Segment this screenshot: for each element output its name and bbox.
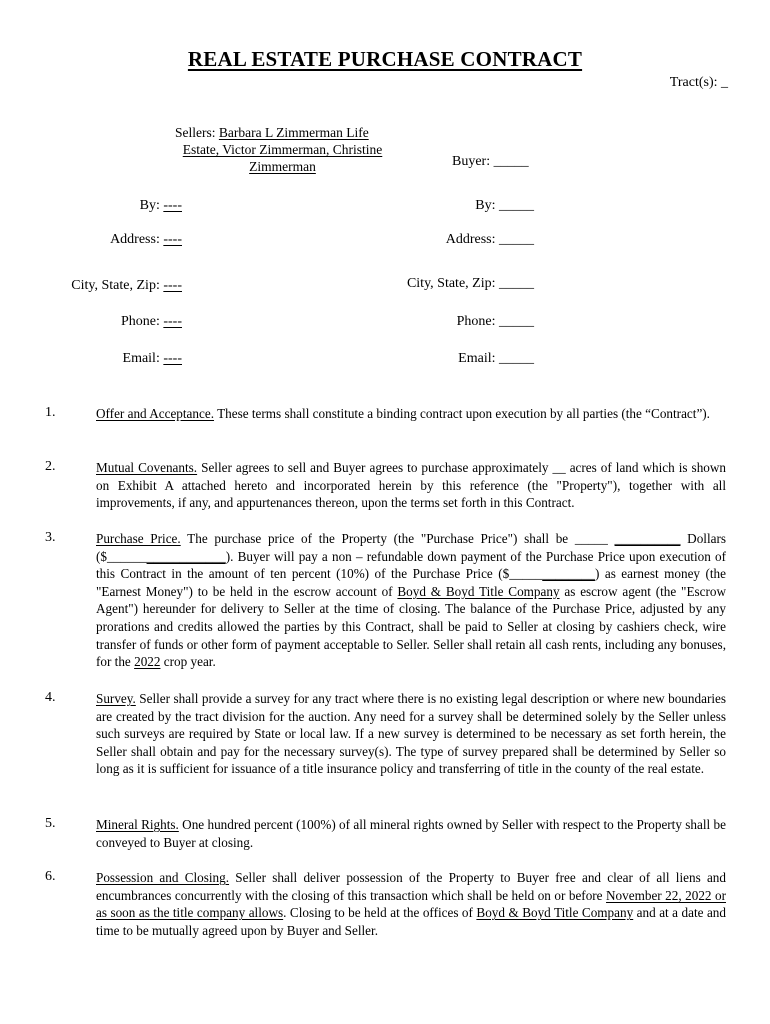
section-text: crop year.: [160, 654, 216, 670]
buyer-email-field: [458, 351, 534, 367]
section-heading: Mineral Rights.: [96, 817, 179, 832]
section-text: These terms shall constitute a binding contract upon execution by all parties (the “Contract”).: [214, 406, 710, 421]
section-text: Seller agrees to sell and Buyer agrees to purchase approximately __ acres of land which is shown on Exhibit A attached hereto and incorporated herein by this reference (the "Property"), together with all improvements, if any, and appurtenances thereon, upon the terms set forth in this Contract.: [96, 460, 726, 511]
buyer-email-value: _____: [499, 351, 534, 366]
section-heading: Purchase Price.: [96, 531, 181, 546]
crop-year: 2022: [134, 654, 161, 670]
section-body: [96, 530, 726, 671]
document-title: REAL ESTATE PURCHASE CONTRACT: [187, 47, 583, 71]
section-number: 6.: [45, 869, 56, 884]
section-number: 3.: [45, 530, 56, 545]
escrow-company: Boyd & Boyd Title Company: [397, 583, 560, 599]
section-text: Dollars ($______: [96, 531, 726, 564]
section-text: One hundred percent (100%) of all mineral rights owned by Seller with respect to the Property shall be conveyed to Buyer at closing.: [96, 817, 726, 850]
sellers-label: Sellers:: [175, 125, 216, 140]
section-heading: Survey.: [96, 691, 136, 706]
seller-by-value: ----: [163, 198, 182, 213]
sellers-names-line3: Zimmerman: [249, 159, 316, 174]
section-body: [96, 405, 726, 423]
buyer-address-label: Address:: [445, 232, 496, 247]
seller-phone-value: ----: [163, 314, 182, 329]
section-heading: Offer and Acceptance.: [96, 406, 215, 421]
seller-phone-field: [121, 314, 182, 330]
section-text: ). Buyer will pay a non – refundable down payment of the Purchase Price upon execution of this Contract in the amount of ten percent (10%) of the Purchase Price ($_____: [96, 548, 726, 582]
buyer-city-field: [407, 276, 534, 292]
buyer-phone-value: _____: [499, 314, 534, 329]
buyer-label: Buyer:: [452, 154, 491, 169]
buyer-by-value: _____: [499, 198, 534, 213]
closing-date: November 22, 2022 or as soon as the title company allows: [96, 887, 726, 921]
sellers-names-line1: Barbara L Zimmerman Life: [218, 125, 369, 140]
seller-address-value: ----: [163, 232, 182, 247]
seller-by-field: [140, 198, 182, 214]
section-text: Seller shall deliver possession of the Property to Buyer free and clear of all liens and encumbrances concurrently with the closing of this transaction which shall be held on or before: [96, 870, 726, 903]
section-text: Seller shall provide a survey for any tract where there is no existing legal description or where new boundaries are created by the tract division for the auction. Any need for a survey shall be determined solely by the Seller unless such surveys are required by State or local law. If a new survey is determined to be necessary as set forth herein, the Seller shall obtain and pay for the necessary survey(s). The type of survey prepared shall be determined by Seller so long as it is sufficient for issuance of a title insurance policy and transferring of title in the county of the real estate.: [96, 691, 726, 777]
sellers-names-line2: Estate, Victor Zimmerman, Christine: [182, 142, 383, 157]
seller-address-label: Address:: [110, 232, 160, 247]
section-text: as escrow agent (the "Escrow Agent") hereunder for delivery to Seller at the time of closing. The balance of the Purchase Price, adjusted by any prorations and credits allowed the parties by this Contract, shall be paid to Seller at closing by cashiers check, wire transfer of funds or other form of payment acceptable to Seller. Seller shall retain all cash rents, including any bonuses, for the: [96, 583, 726, 670]
buyer-by-label: By:: [475, 198, 496, 213]
buyer-city-label: City, State, Zip:: [406, 276, 496, 291]
earnest-money-blank: ________: [542, 566, 595, 582]
seller-city-label: City, State, Zip:: [71, 278, 160, 293]
section-text: . Closing to be held at the offices of: [283, 905, 477, 921]
section-heading: Mutual Covenants.: [96, 460, 198, 475]
tract-field: Tract(s): _: [669, 75, 728, 90]
buyer-value: _____: [493, 154, 529, 169]
buyer-email-label: Email:: [458, 351, 496, 366]
seller-city-value: ----: [163, 278, 182, 293]
seller-email-label: Email:: [122, 351, 160, 366]
buyer-phone-field: [457, 314, 534, 330]
section-text: The purchase price of the Property (the "Purchase Price") shall be _____: [180, 531, 615, 546]
buyer-block: [452, 154, 529, 170]
buyer-city-value: _____: [499, 276, 534, 291]
price-blank-words: __________: [614, 531, 681, 546]
seller-city-field: [71, 278, 182, 294]
seller-phone-label: Phone:: [120, 314, 160, 329]
section-number: 4.: [45, 690, 56, 705]
seller-email-field: [123, 351, 182, 367]
section-body: [96, 459, 726, 512]
section-number: 2.: [45, 459, 56, 474]
section-text: ) as earnest money (the "Earnest Money") to be held in the escrow account of: [96, 566, 726, 599]
buyer-address-field: [446, 232, 534, 248]
buyer-address-value: _____: [499, 232, 534, 247]
section-body: [96, 869, 726, 939]
section-number: 1.: [45, 405, 56, 420]
seller-email-value: ----: [163, 351, 182, 366]
closing-office: Boyd & Boyd Title Company: [476, 905, 634, 921]
section-number: 5.: [45, 816, 56, 831]
seller-by-label: By:: [139, 198, 160, 213]
section-text: and at a date and time to be mutually agreed upon by Buyer and Seller.: [96, 905, 726, 938]
sellers-block: [175, 124, 390, 175]
section-heading: Possession and Closing.: [96, 870, 230, 885]
buyer-phone-label: Phone:: [456, 314, 496, 329]
buyer-by-field: [475, 198, 534, 214]
section-body: [96, 690, 726, 778]
seller-address-field: [110, 232, 182, 248]
section-body: [96, 816, 726, 851]
price-blank-amount: ____________: [146, 548, 226, 564]
